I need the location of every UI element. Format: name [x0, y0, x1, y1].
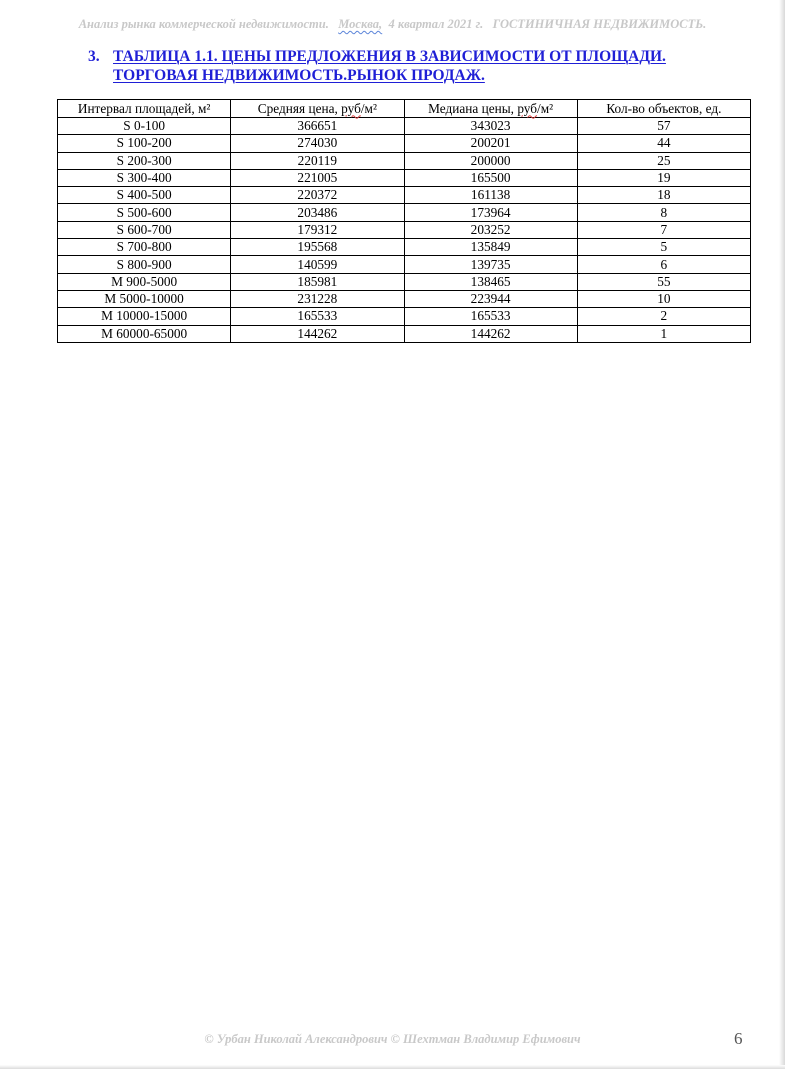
cell-avg-price: 165533: [231, 308, 404, 325]
cell-median-price: 138465: [404, 273, 577, 290]
cell-interval: S 600-700: [58, 221, 231, 238]
cell-interval: S 300-400: [58, 169, 231, 186]
cell-median-price: 173964: [404, 204, 577, 221]
avg-header-prefix: Средняя цена,: [257, 100, 342, 116]
column-header-median-price: [404, 100, 577, 118]
cell-interval: S 500-600: [58, 204, 231, 221]
cell-interval: S 800-900: [58, 256, 231, 273]
cell-interval: M 900-5000: [58, 273, 231, 290]
header-city: Москва,: [338, 17, 383, 31]
page-edge-shadow-right: [779, 0, 785, 1069]
cell-median-price: 223944: [404, 290, 577, 307]
table-row: [58, 187, 751, 204]
table-row: [58, 325, 751, 342]
header-segment: ГОСТИНИЧНАЯ НЕДВИЖИМОСТЬ.: [492, 17, 707, 31]
cell-avg-price: 220119: [231, 152, 404, 169]
cell-interval: S 200-300: [58, 152, 231, 169]
cell-median-price: 343023: [404, 118, 577, 135]
cell-count: 7: [577, 221, 750, 238]
cell-count: 8: [577, 204, 750, 221]
table-row: [58, 118, 751, 135]
cell-avg-price: 366651: [231, 118, 404, 135]
median-header-suffix: /м²: [537, 100, 554, 116]
cell-avg-price: 140599: [231, 256, 404, 273]
cell-median-price: 200201: [404, 135, 577, 152]
page-edge-shadow-bottom: [0, 1065, 785, 1069]
table-header-row: [58, 100, 751, 118]
median-header-unit: руб: [517, 100, 538, 116]
cell-median-price: 165533: [404, 308, 577, 325]
cell-avg-price: 185981: [231, 273, 404, 290]
cell-count: 44: [577, 135, 750, 152]
cell-median-price: 144262: [404, 325, 577, 342]
cell-median-price: 200000: [404, 152, 577, 169]
cell-interval: M 5000-10000: [58, 290, 231, 307]
cell-count: 2: [577, 308, 750, 325]
table-row: [58, 204, 751, 221]
cell-interval: S 400-500: [58, 187, 231, 204]
section-title: [88, 47, 748, 85]
cell-avg-price: 144262: [231, 325, 404, 342]
running-header: [0, 17, 785, 32]
cell-count: 57: [577, 118, 750, 135]
cell-avg-price: 220372: [231, 187, 404, 204]
page-number: 6: [734, 1029, 743, 1048]
cell-count: 6: [577, 256, 750, 273]
cell-avg-price: 203486: [231, 204, 404, 221]
cell-count: 10: [577, 290, 750, 307]
cell-count: 19: [577, 169, 750, 186]
header-report-name: Анализ рынка коммерческой недвижимости.: [78, 17, 329, 31]
table-row: [58, 256, 751, 273]
table-row: [58, 152, 751, 169]
price-by-area-table: [57, 99, 751, 343]
cell-interval: S 700-800: [58, 239, 231, 256]
table-row: [58, 135, 751, 152]
table-row: [58, 273, 751, 290]
section-number: 3.: [88, 48, 100, 65]
cell-median-price: 139735: [404, 256, 577, 273]
avg-header-suffix: /м²: [360, 100, 377, 116]
cell-interval: S 0-100: [58, 118, 231, 135]
cell-count: 5: [577, 239, 750, 256]
count-header-label: Кол-во объектов, ед.: [606, 100, 722, 116]
cell-count: 55: [577, 273, 750, 290]
cell-median-price: 161138: [404, 187, 577, 204]
interval-header-label: Интервал площадей, м²: [77, 100, 211, 116]
table-row: [58, 169, 751, 186]
cell-avg-price: 274030: [231, 135, 404, 152]
column-header-interval: [58, 100, 231, 118]
cell-avg-price: 221005: [231, 169, 404, 186]
cell-median-price: 135849: [404, 239, 577, 256]
cell-median-price: 203252: [404, 221, 577, 238]
cell-count: 1: [577, 325, 750, 342]
header-period: 4 квартал 2021 г.: [388, 17, 484, 31]
cell-count: 18: [577, 187, 750, 204]
column-header-count: [577, 100, 750, 118]
cell-count: 25: [577, 152, 750, 169]
column-header-avg-price: [231, 100, 404, 118]
cell-interval: S 100-200: [58, 135, 231, 152]
avg-header-unit: руб: [341, 100, 361, 116]
section-title-text: ТАБЛИЦА 1.1. ЦЕНЫ ПРЕДЛОЖЕНИЯ В ЗАВИСИМОСТИ ОТ ПЛОЩАДИ. ТОРГОВАЯ НЕДВИЖИМОСТЬ.РЫНОК ПРОДАЖ.: [113, 48, 666, 84]
median-header-prefix: Медиана цены,: [428, 100, 518, 116]
table-body: [58, 118, 751, 343]
cell-interval: M 10000-15000: [58, 308, 231, 325]
table-row: [58, 239, 751, 256]
cell-avg-price: 195568: [231, 239, 404, 256]
table-row: [58, 290, 751, 307]
cell-avg-price: 179312: [231, 221, 404, 238]
cell-median-price: 165500: [404, 169, 577, 186]
table-row: [58, 308, 751, 325]
running-footer: © Урбан Николай Александрович © Шехтман Владимир Ефимович: [204, 1032, 581, 1046]
cell-avg-price: 231228: [231, 290, 404, 307]
table-row: [58, 221, 751, 238]
cell-interval: M 60000-65000: [58, 325, 231, 342]
